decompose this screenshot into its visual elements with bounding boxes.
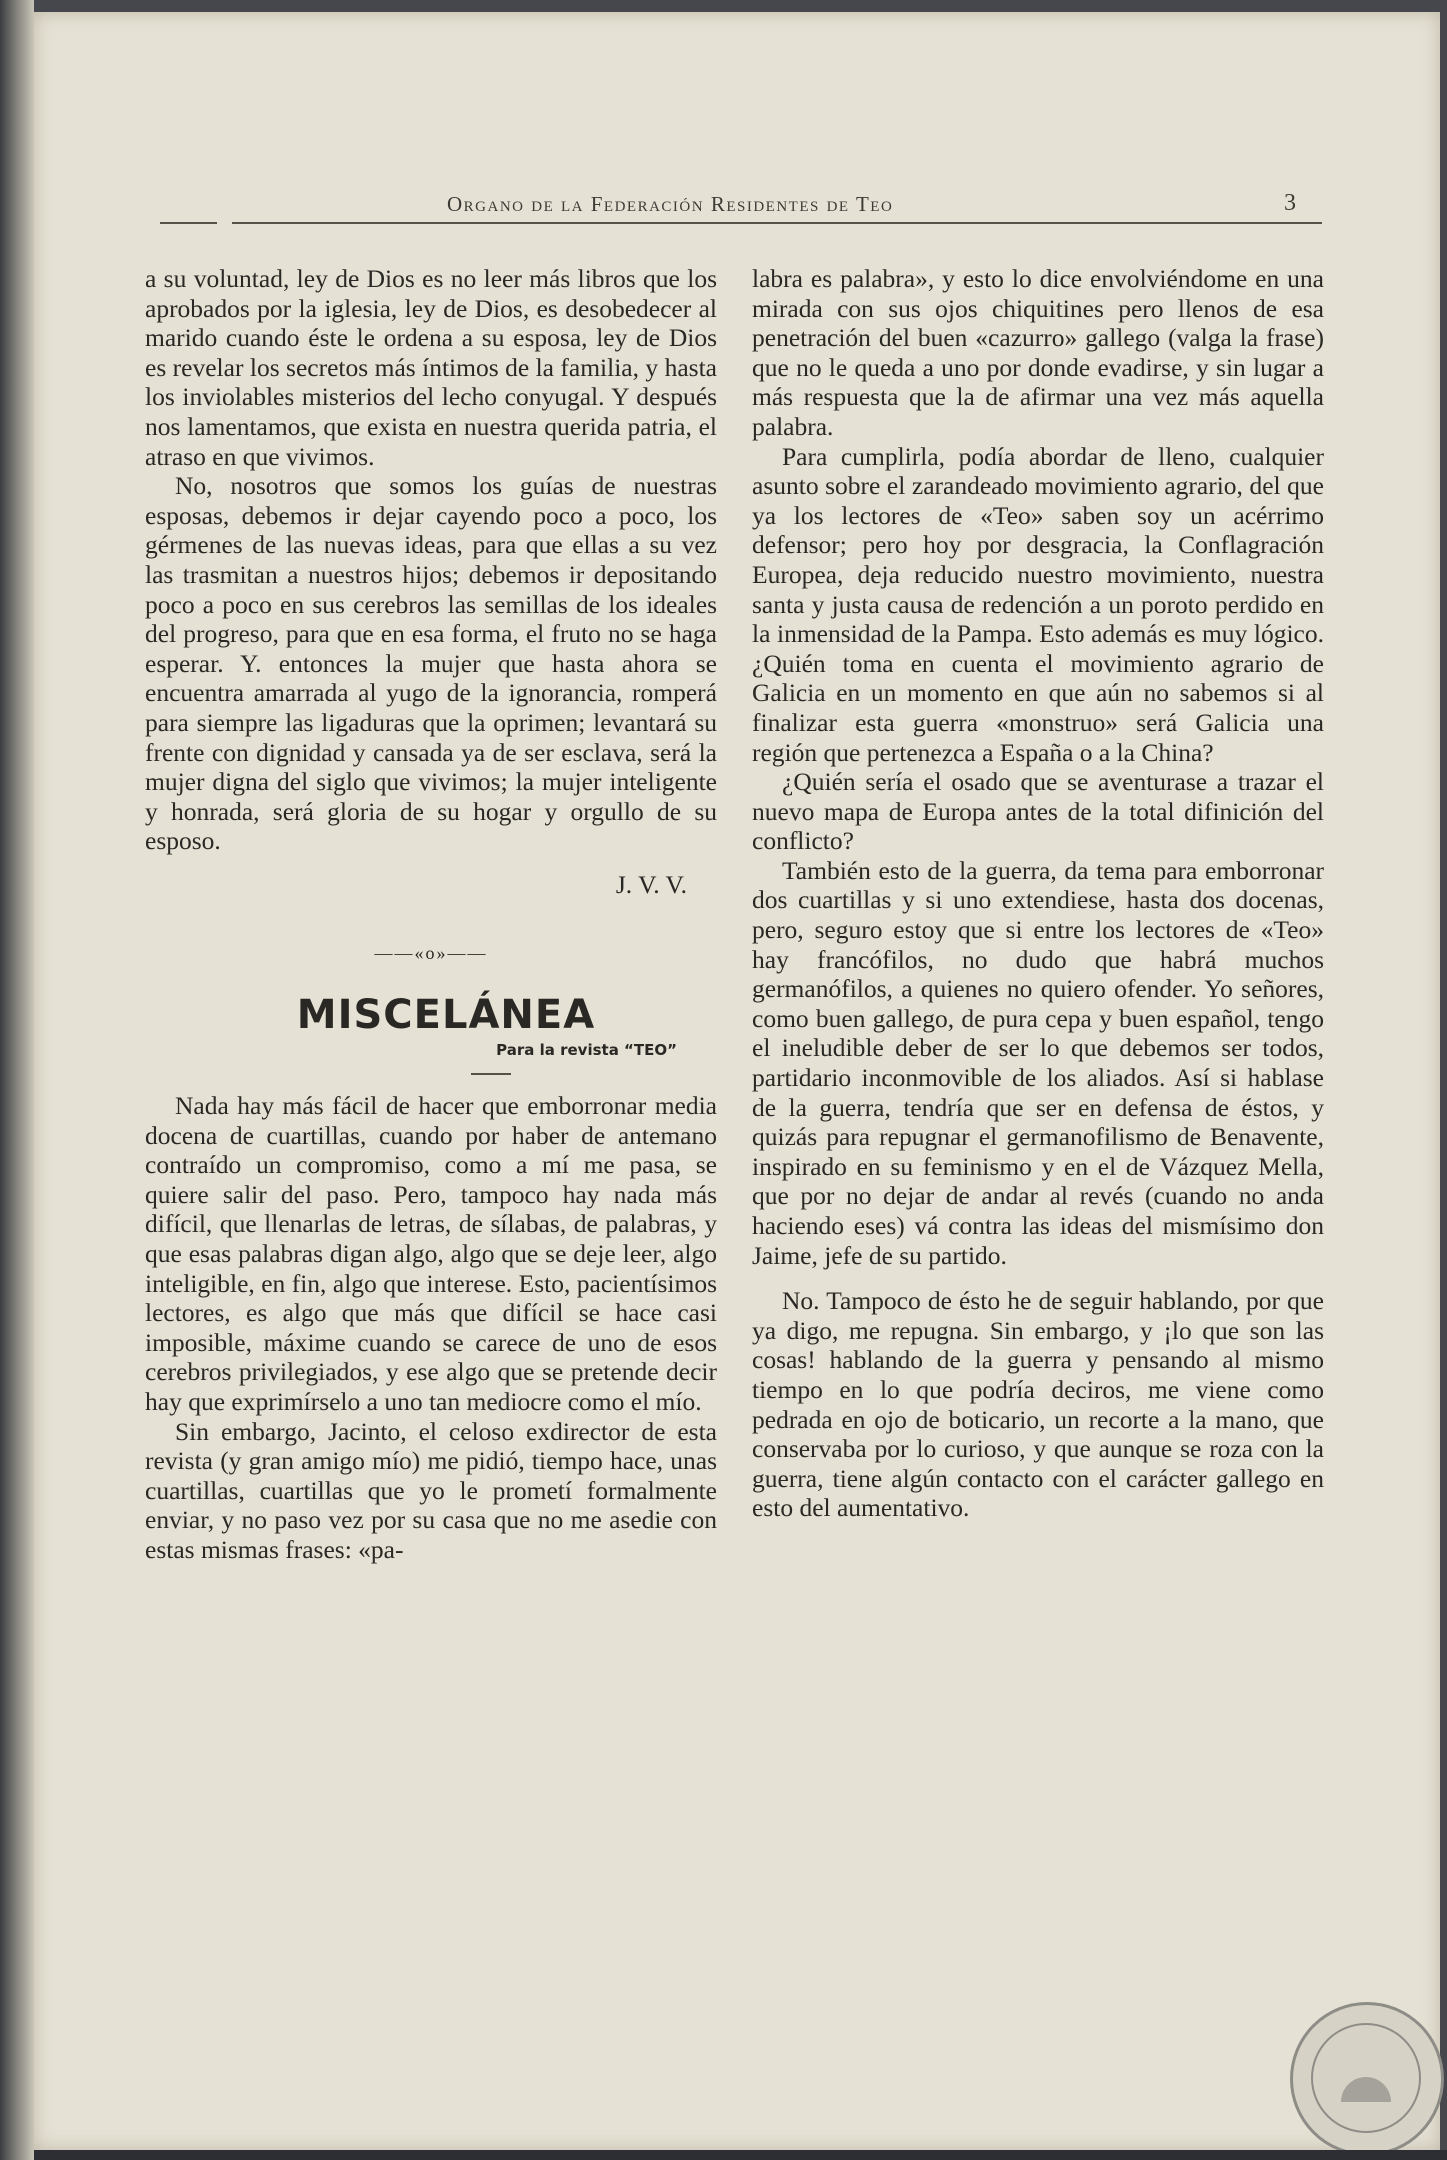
- header-rule-left: [160, 222, 217, 224]
- right-paragraph-5: No. Tampoco de ésto he de seguir hablando, por que ya digo, me repugna. Sin embargo, y ¡lo que son las cosas! hablando de la guerra y pensando al mismo tiempo en lo que podría deciros, me viene como pedrada en ojo de boticario, un recorte a la mano, que conservaba por lo curioso, y que aunque se roza con la guerra, tiene algún contacto con el carácter gallego en esto del aumentativo.: [752, 1286, 1324, 1523]
- header-rule-right: [232, 222, 1322, 224]
- right-paragraph-3: ¿Quién sería el osado que se aventurase a trazar el nuevo mapa de Europa antes de la total difinición del conflicto?: [752, 767, 1324, 856]
- left-column: [145, 264, 717, 1565]
- scan-bottom-edge: [34, 2150, 1447, 2160]
- right-paragraph-2: Para cumplirla, podía abordar de lleno, cualquier asunto sobre el zarandeado movimiento agrario, del que ya los lectores de «Teo» saben soy un acérrimo defensor; pero hoy por desgracia, la Conflagración Europea, deja reducido nuestro movimiento, nuestra santa y justa causa de redención a un poroto perdido en la inmensidad de la Pampa. Esto además es muy lógico. ¿Quién toma en cuenta el movimiento agrario de Galicia en un momento en que aún no sabemos si al finalizar esta guerra «monstruo» será Galicia una región que pertenezca a España o a la China?: [752, 441, 1324, 767]
- book-spine: [0, 0, 34, 2160]
- seal-sun-icon: [1341, 2077, 1391, 2102]
- running-header: [160, 192, 1320, 232]
- section-subtitle: Para la revista “TEO”: [496, 1041, 677, 1060]
- right-paragraph-4: También esto de la guerra, da tema para emborronar dos cuartillas y si uno extendiese, hasta dos docenas, pero, seguro estoy que si entre los lectores de «Teo» hay francófilos, no dudo que habrá muchos germanófilos, a quienes no quiero ofender. Yo señores, como buen gallego, de pura cepa y buen español, tengo el ineludible deber de ser lo que debemos ser todos, partidario inconmovible de los aliados. Así si hablase de la guerra, tendría que ser en defensa de éstos, y quizás para repugnar el germanofilismo de Benavente, inspirado en su feminismo y en el de Vázquez Mella, que por no dejar de andar al revés (cuando no anda haciendo eses) vá contra las ideas del mismísimo don Jaime, jefe de su partido.: [752, 855, 1324, 1270]
- header-title: Organo de la Federación Residentes de Teo: [447, 192, 894, 216]
- section-title: MISCELÁNEA: [296, 992, 596, 1039]
- seal-inner-ring: [1311, 2023, 1421, 2133]
- right-paragraph-1: labra es palabra», y esto lo dice envolviéndome en una mirada con sus ojos chiquitines pero llenos de esa penetración del buen «cazurro» gallego (valga la frase) que no le queda a uno por donde evadirse, y sin lugar a más respuesta que la de afirmar una vez más aquella palabra.: [752, 264, 1324, 441]
- right-column: [752, 264, 1324, 1523]
- page-number: 3: [1284, 190, 1296, 216]
- section-separator: ——«o»——: [374, 943, 488, 964]
- subtitle-rule: [471, 1073, 511, 1075]
- left-paragraph-4: Sin embargo, Jacinto, el celoso exdirector de esta revista (y gran amigo mío) me pidió, tiempo hace, unas cuartillas, cuartillas que yo le prometí formalmente enviar, y no paso vez por su casa que no me asedie con estas mismas frases: «pa-: [145, 1416, 717, 1564]
- left-paragraph-3: Nada hay más fácil de hacer que emborronar media docena de cuartillas, cuando por haber de antemano contraído un compromiso, como a mí me pasa, se quiere salir del paso. Pero, tampoco hay nada más difícil, que llenarlas de letras, de sílabas, de palabras, y que esas palabras digan algo, algo que se deje leer, algo inteligible, en fin, algo que interese. Esto, pacientísimos lectores, es algo que más que difícil se hace casi imposible, máxime cuando se carece de uno de esos cerebros privilegiados, y ese algo que se pretende decir hay que exprimírselo a uno tan mediocre como el mío.: [145, 1091, 717, 1416]
- library-seal-icon: [1290, 2002, 1444, 2156]
- author-signature: J. V. V.: [615, 869, 687, 899]
- left-paragraph-1: a su voluntad, ley de Dios es no leer más libros que los aprobados por la iglesia, ley de Dios, es desobedecer al marido cuando éste le ordena a su esposa, ley de Dios es revelar los secretos más íntimos de la familia, y hasta los inviolables misterios del lecho conyugal. Y después nos lamentamos, que exista en nuestra querida patria, el atraso en que vivimos.: [145, 264, 717, 471]
- left-paragraph-2: No, nosotros que somos los guías de nuestras esposas, debemos ir dejar cayendo poco a poco, los gérmenes de las nuevas ideas, para que ellas a su vez las trasmitan a nuestros hijos; debemos ir depositando poco a poco en sus cerebros las semillas de los ideales del progreso, para que en esa forma, el fruto no se haga esperar. Y. entonces la mujer que hasta ahora se encuentra amarrada al yugo de la ignorancia, romperá para siempre las ligaduras que la oprimen; levantará su frente con dignidad y cansada ya de ser esclava, será la mujer digna del siglo que vivimos; la mujer inteligente y honrada, será gloria de su hogar y orgullo de su esposo.: [145, 471, 717, 856]
